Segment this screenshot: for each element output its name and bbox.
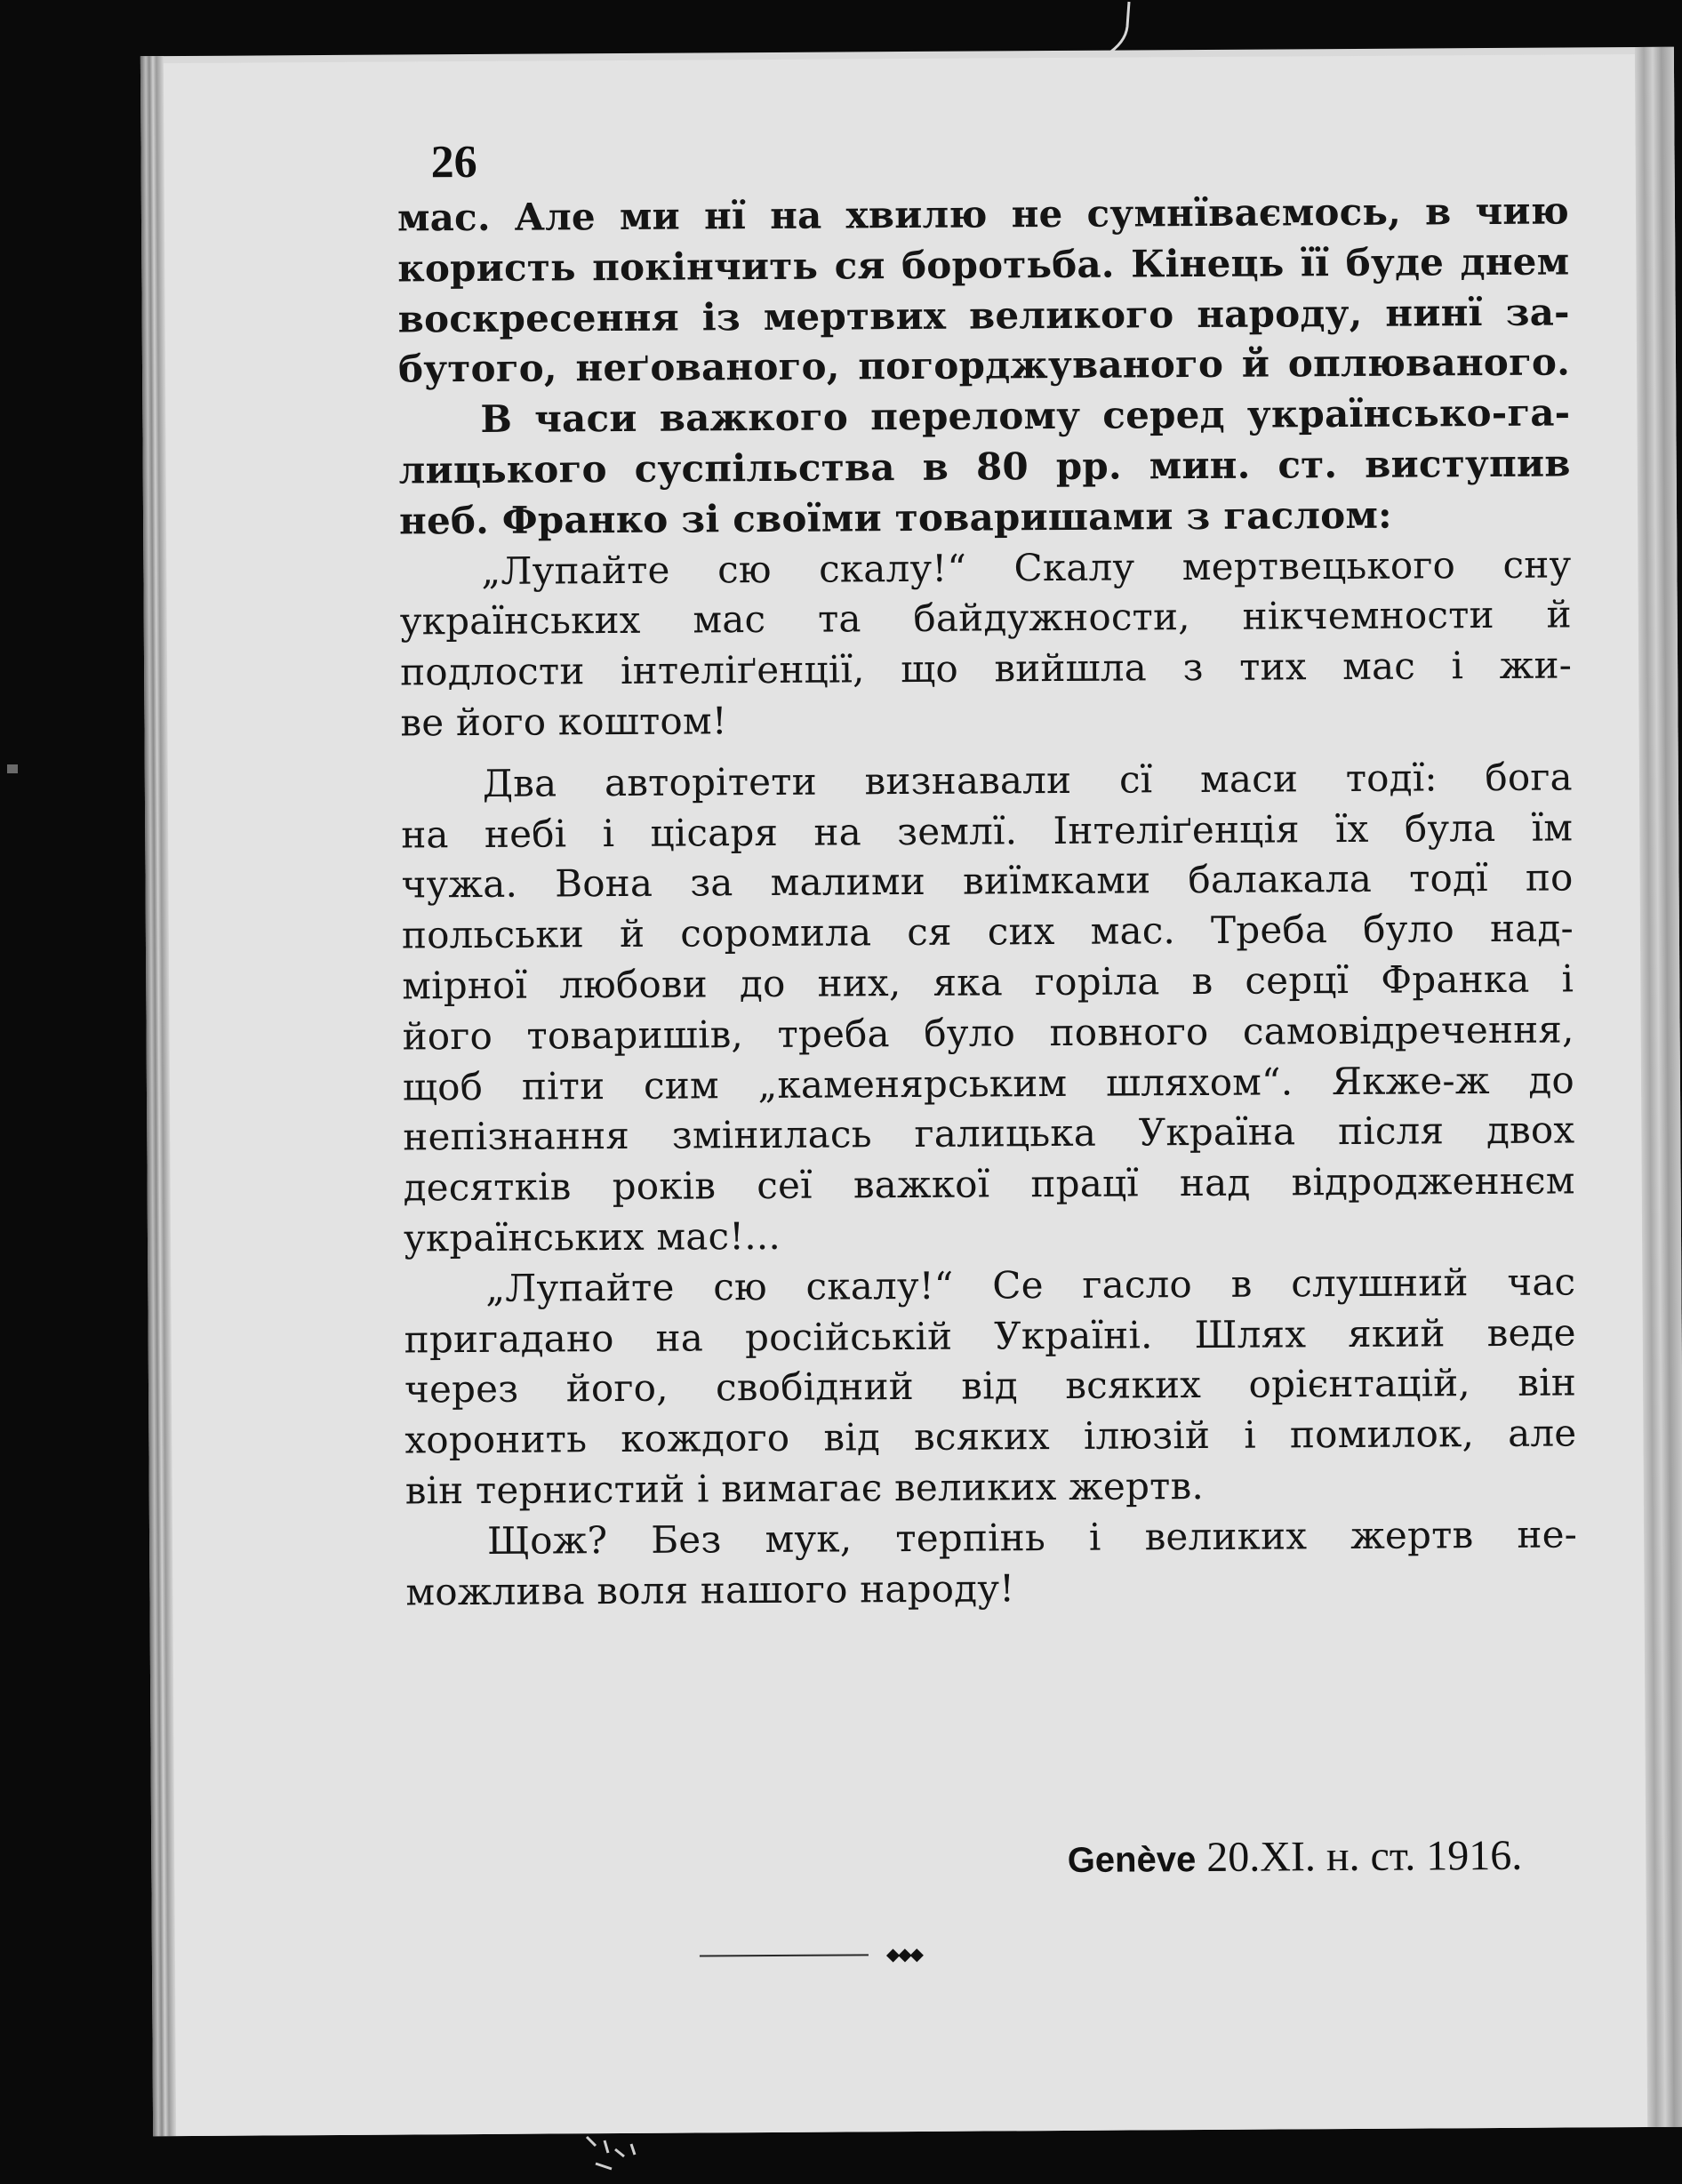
text-line: пригадано на російській Україні. Шлях який веде xyxy=(404,1309,1576,1362)
text-line: його товаришів, треба було повного самовідречення, xyxy=(402,1007,1574,1059)
text-line: польськи й соромила ся сих мас. Треба було над- xyxy=(401,906,1574,957)
text-line: мас. Але ми нї на хвилю не сумнїваємось, в чию xyxy=(396,188,1570,240)
paragraph xyxy=(404,1257,1577,1516)
text-line: бутого, неґованого, погорджуваного й оплюваного. xyxy=(397,340,1571,391)
diamond-ornament-icon: ◆◆◆ xyxy=(885,1942,923,1965)
signature-place: Genève xyxy=(1067,1840,1197,1880)
text-line: „Лупайте сю скалу!“ Скалу мертвецького сну xyxy=(481,542,1572,593)
text-line: українських мас та байдужности, нікчемности й xyxy=(399,592,1572,644)
text-line: воскресення із мертвих великого народу, нинї за- xyxy=(397,290,1570,341)
text-line: лицького суспільства в 80 рр. мин. ст. виступив xyxy=(398,441,1571,492)
scan-artifact-bottom xyxy=(569,2133,676,2178)
text-line: користь покінчить ся боротьба. Кінець її буде днем xyxy=(397,239,1570,291)
page-paper xyxy=(164,54,1647,2136)
ornament-rule-left xyxy=(700,1954,869,1956)
paragraph xyxy=(405,1509,1578,1618)
text-line: він тернистий і вимагає великих жертв. xyxy=(404,1463,1205,1513)
page-number: 26 xyxy=(430,136,477,188)
text-line: непізнання змінилась галицька Україна після двох xyxy=(403,1108,1575,1159)
paragraph xyxy=(399,540,1572,748)
text-line: десятків років сеї важкої працї над відродженнєм xyxy=(403,1158,1575,1210)
text-line: на небі і цісаря на землї. Інтеліґенція їх була їм xyxy=(401,805,1574,857)
signature-date: 20.XI. н. ст. 1916. xyxy=(1206,1831,1523,1882)
text-line: В часи важкого перелому серед українсько-га- xyxy=(480,390,1571,442)
body-text xyxy=(397,186,1578,1617)
text-line: через його, свобідний від всяких орієнтацій, він xyxy=(404,1360,1577,1412)
end-ornament xyxy=(700,1940,1109,1970)
text-line: подлости інтеліґенції, що вийшла з тих мас і жи- xyxy=(399,643,1573,694)
scan-artifact-left xyxy=(7,764,18,773)
book-page xyxy=(140,47,1682,2136)
text-line: чужа. Вона за малими виїмками балакала тодї по xyxy=(401,855,1574,907)
text-line: українських мас!... xyxy=(403,1213,781,1260)
text-line: „Лупайте сю скалу!“ Се гасло в слушний час xyxy=(485,1260,1576,1310)
signature-dateline xyxy=(974,1831,1522,1884)
paragraph xyxy=(401,752,1575,1264)
paragraph xyxy=(397,186,1570,395)
text-line: мірної любови до них, яка горіла в серцї Франка і xyxy=(402,956,1574,1008)
text-line: щоб піти сим „каменярським шляхом“. Якже-ж до xyxy=(402,1058,1575,1109)
ornament-rule-right xyxy=(940,1953,1109,1956)
text-line: можлива воля нашого народу! xyxy=(405,1565,1015,1614)
text-line: ве його коштом! xyxy=(400,699,728,745)
paragraph xyxy=(398,388,1571,547)
text-line: хоронить кождого від всяких ілюзій і помилок, але xyxy=(404,1411,1577,1462)
text-line: Щож? Без мук, терпінь і великих жертв не- xyxy=(486,1512,1578,1563)
text-line: Два авторітети визнавали сї маси тодї: бога xyxy=(482,755,1573,805)
text-line: неб. Франко зі своїми товаришами з гаслом: xyxy=(398,492,1392,543)
